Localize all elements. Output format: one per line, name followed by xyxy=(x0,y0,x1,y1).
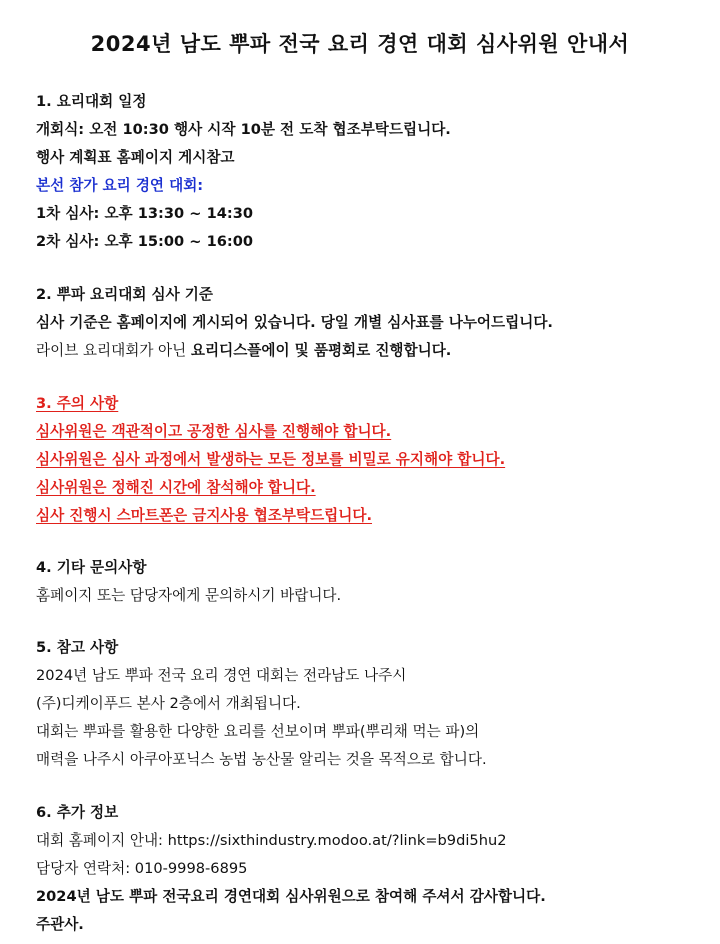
reference-line: 대회는 뿌파를 활용한 다양한 요리를 선보이며 뿌파(뿌리채 먹는 파)의 xyxy=(36,723,480,740)
other-heading: 4. 기타 문의사항 xyxy=(36,559,147,576)
document-title: 2024년 남도 뿌파 전국 요리 경연 대회 심사위원 안내서 xyxy=(90,32,630,56)
opening-ceremony-text: 개회식: 오전 10:30 행사 시작 10분 전 도착 협조부탁드립니다. xyxy=(36,121,451,138)
caution-item: 심사위원은 심사 과정에서 발생하는 모든 정보를 비밀로 유지해야 합니다. xyxy=(36,451,506,468)
round1-text: 1차 심사: 오후 13:30 ~ 14:30 xyxy=(36,205,254,222)
homepage-info: 대회 홈페이지 안내: https://sixthindustry.modoo.at/?link=b9di5hu2 xyxy=(36,832,507,849)
reference-heading: 5. 참고 사항 xyxy=(36,639,119,656)
event-plan-text: 행사 계획표 홈페이지 게시참고 xyxy=(36,149,235,166)
caution-item: 심사위원은 정해진 시간에 참석해야 합니다. xyxy=(36,479,316,496)
criteria-heading: 2. 뿌파 요리대회 심사 기준 xyxy=(36,286,213,303)
reference-line: 매력을 나주시 아쿠아포닉스 농법 농산물 알리는 것을 목적으로 합니다. xyxy=(36,751,487,768)
cautions-heading: 3. 주의 사항 xyxy=(36,395,119,412)
finals-text: 본선 참가 요리 경연 대회: xyxy=(36,177,204,194)
reference-line: 2024년 남도 뿌파 전국 요리 경연 대회는 전라남도 나주시 xyxy=(36,667,407,684)
criteria-line1: 심사 기준은 홈페이지에 게시되어 있습니다. 당일 개별 심사표를 나누어드립니다. xyxy=(36,314,553,331)
criteria-line2-bold: 요리디스플에이 및 품평회로 진행합니다. xyxy=(190,342,452,359)
criteria-line2 xyxy=(36,341,451,361)
round2-text: 2차 심사: 오후 15:00 ~ 16:00 xyxy=(36,233,254,250)
organizer-text: 주관사. xyxy=(36,916,84,933)
reference-line: (주)디케이푸드 본사 2층에서 개최됩니다. xyxy=(36,695,301,712)
caution-item: 심사위원은 객관적이고 공정한 심사를 진행해야 합니다. xyxy=(36,423,392,440)
contact-info: 담당자 연락처: 010-9998-6895 xyxy=(36,860,248,877)
extra-heading: 6. 추가 정보 xyxy=(36,804,119,821)
schedule-heading: 1. 요리대회 일정 xyxy=(36,93,147,110)
other-line: 홈페이지 또는 담당자에게 문의하시기 바랍니다. xyxy=(36,587,342,604)
thanks-text: 2024년 남도 뿌파 전국요리 경연대회 심사위원으로 참여해 주셔서 감사합니다. xyxy=(36,888,546,905)
criteria-line2-plain: 라이브 요리대회가 아닌 xyxy=(36,342,191,359)
caution-item: 심사 진행시 스마트폰은 금지사용 협조부탁드립니다. xyxy=(36,507,373,524)
